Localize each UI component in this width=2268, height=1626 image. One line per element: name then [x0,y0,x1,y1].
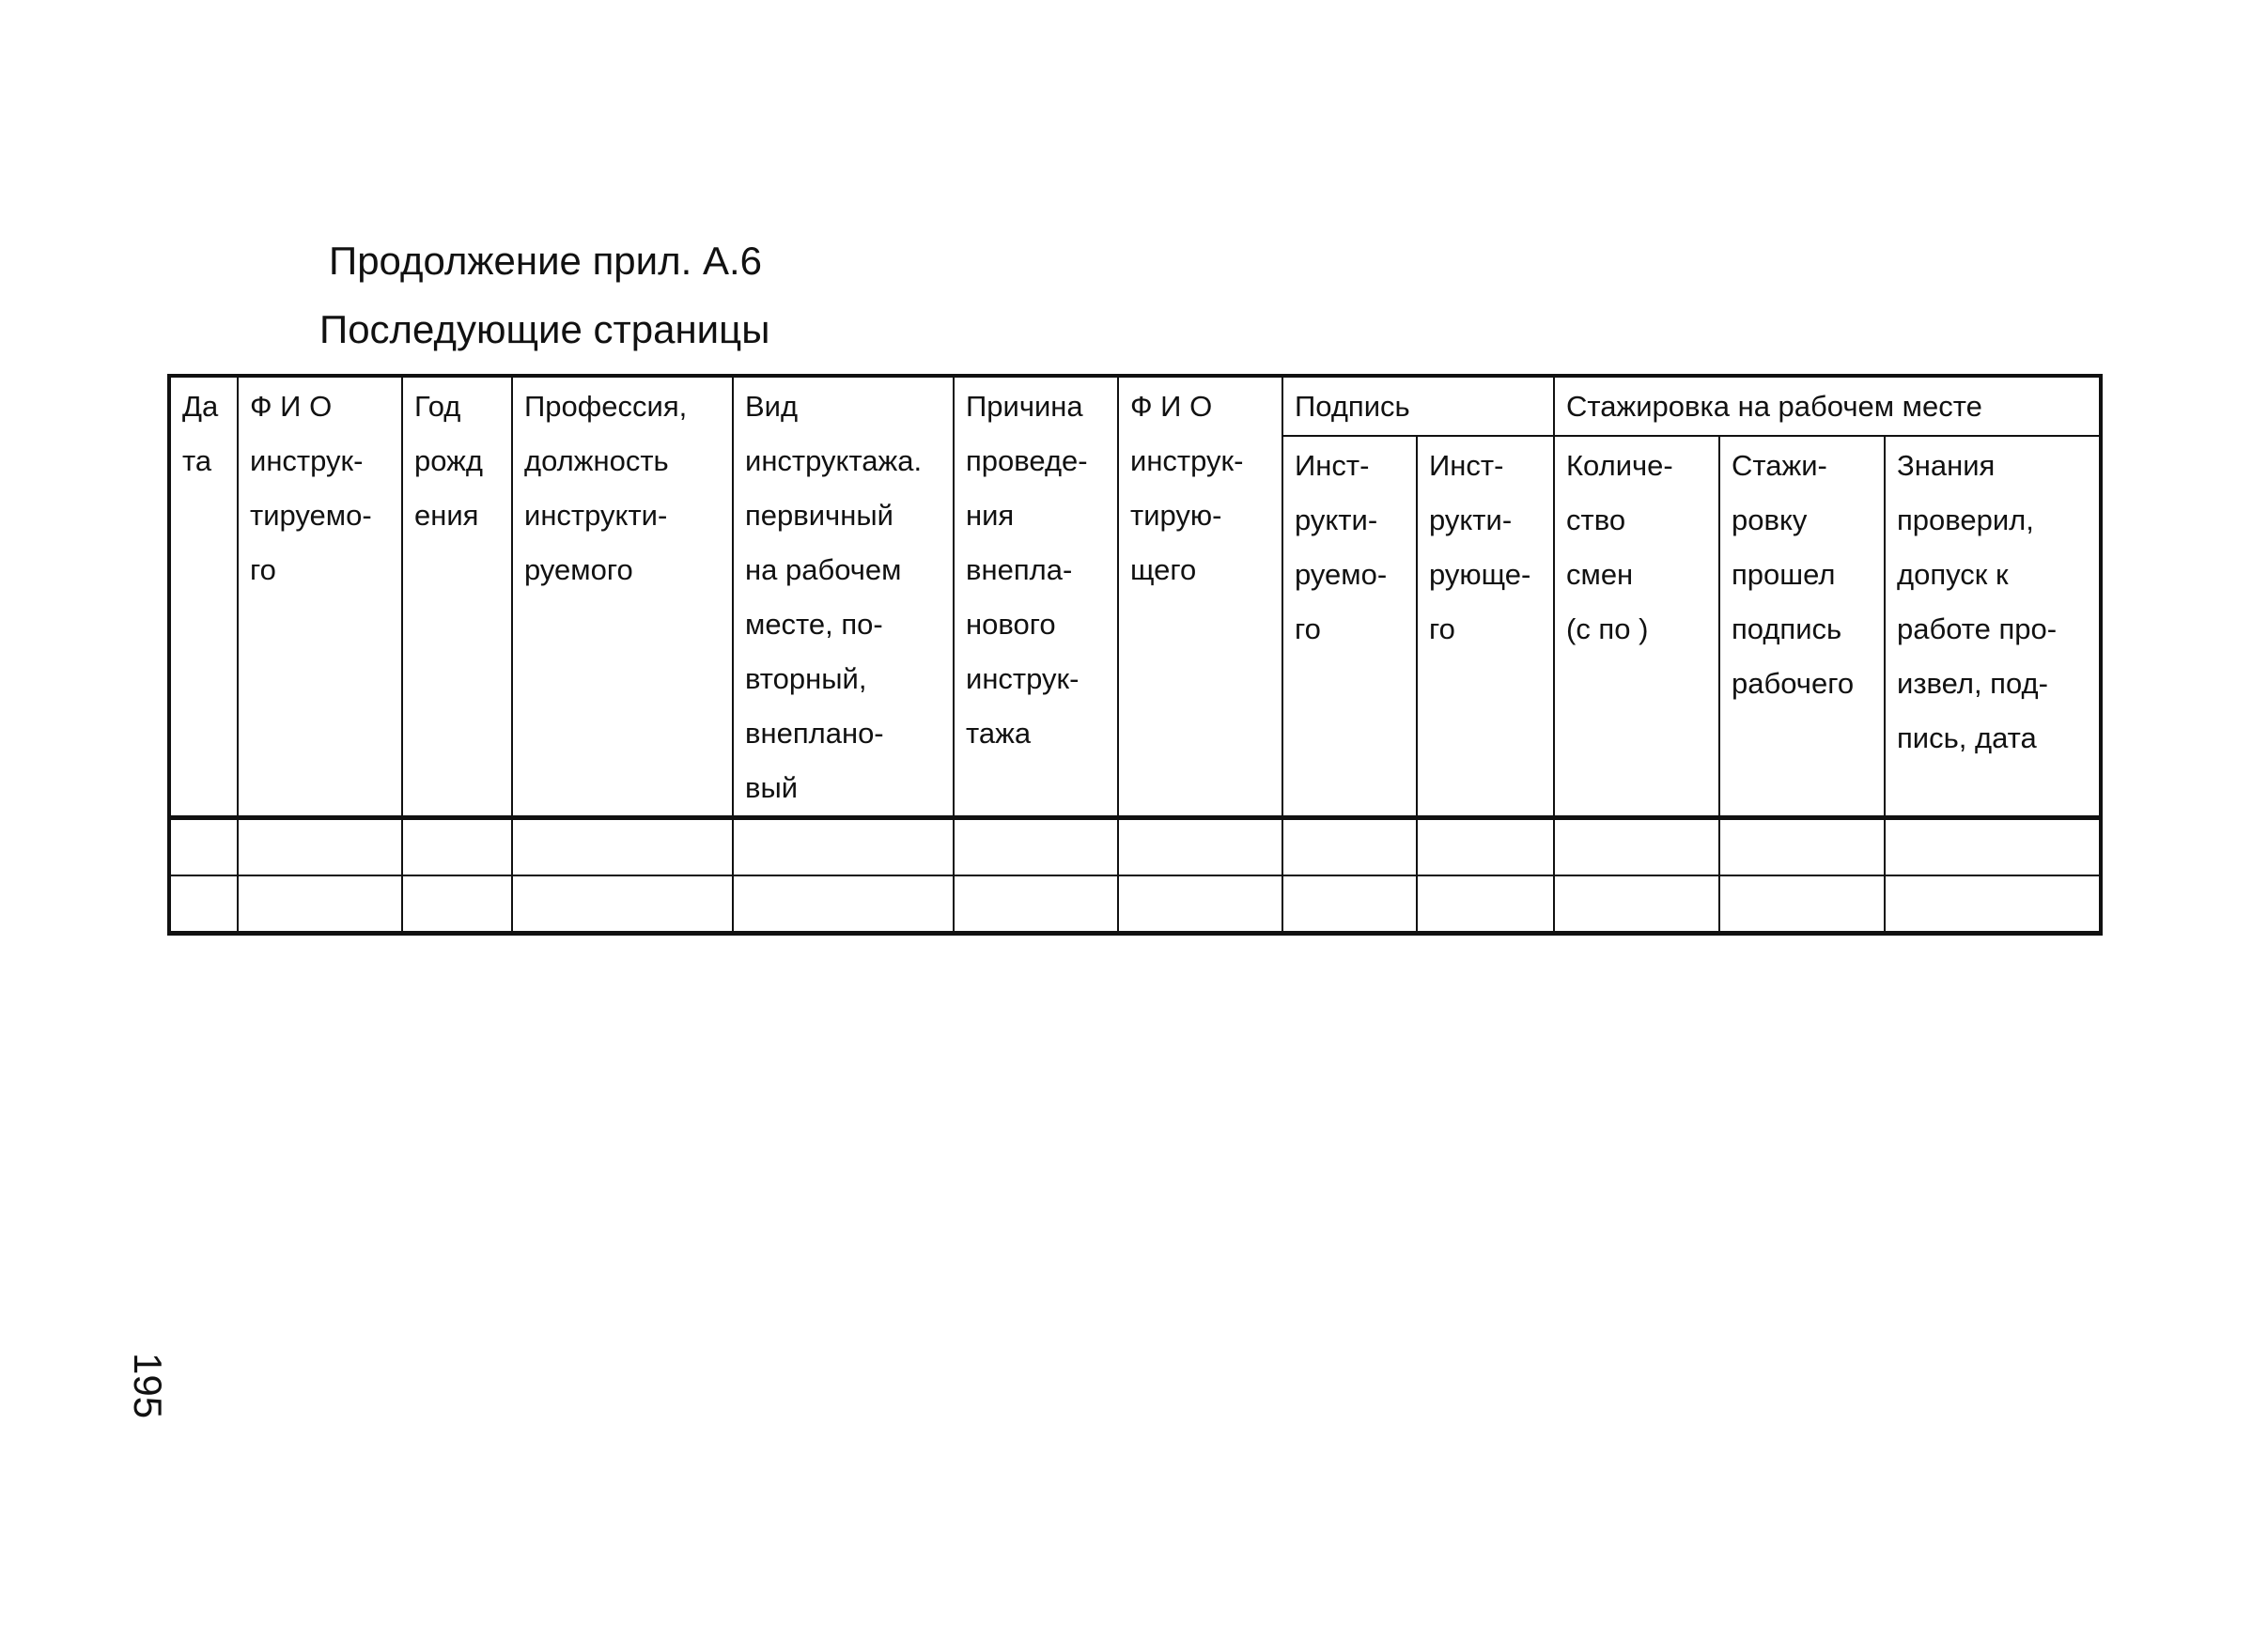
table-cell [1554,875,1719,934]
table-cell [1417,875,1554,934]
table-cell [512,818,733,876]
caption-continuation: Продолжение прил. А.6 [329,239,763,283]
table-cell [1282,818,1417,876]
col-header-signature-instructor: Инст- рукти- рующе- го [1417,436,1554,818]
col-header-knowledge-checked: Знания проверил, допуск к работе про- извел, под- пись, дата [1885,436,2101,818]
col-header-internship-done: Стажи- ровку прошел подпись рабочего [1719,436,1885,818]
header-row-top [169,376,2101,436]
table-cell [1282,875,1417,934]
table-cell [1885,818,2101,876]
col-header-fio-instructed: Ф И О инструк- тируемо- го [238,376,402,818]
table-row-empty [169,818,2101,876]
table-cell [238,818,402,876]
col-header-shift-count: Количе- ство смен (с по ) [1554,436,1719,818]
table-cell [954,875,1118,934]
table-cell [954,818,1118,876]
col-header-signature-group: Подпись [1282,376,1554,436]
table-cell [238,875,402,934]
table-cell [1554,818,1719,876]
table-cell [169,818,238,876]
table-cell [169,875,238,934]
table-cell [402,818,512,876]
table-cell [1719,875,1885,934]
table-cell [402,875,512,934]
page-number: 195 [126,1353,170,1419]
table-row-empty [169,875,2101,934]
col-header-fio-instructor: Ф И О инструк- тирую- щего [1118,376,1282,818]
caption-subsequent-pages: Последующие страницы [319,307,770,351]
table-cell [1118,818,1282,876]
col-header-reason: Причина проведе- ния внепла- нового инструк- тажа [954,376,1118,818]
table-cell [733,875,954,934]
table-cell [1118,875,1282,934]
table-cell [512,875,733,934]
instruction-journal-table [167,374,2103,936]
table-cell [1885,875,2101,934]
col-header-date: Да та [169,376,238,818]
col-header-profession: Профессия, должность инструкти- руемого [512,376,733,818]
table-cell [733,818,954,876]
table-cell [1719,818,1885,876]
col-header-instruction-type: Вид инструктажа. первичный на рабочем месте, по- вторный, внеплано- вый [733,376,954,818]
table-cell [1417,818,1554,876]
col-header-internship-group: Стажировка на рабочем месте [1554,376,2101,436]
col-header-birth-year: Год рожд ения [402,376,512,818]
col-header-signature-instructed: Инст- рукти- руемо- го [1282,436,1417,818]
